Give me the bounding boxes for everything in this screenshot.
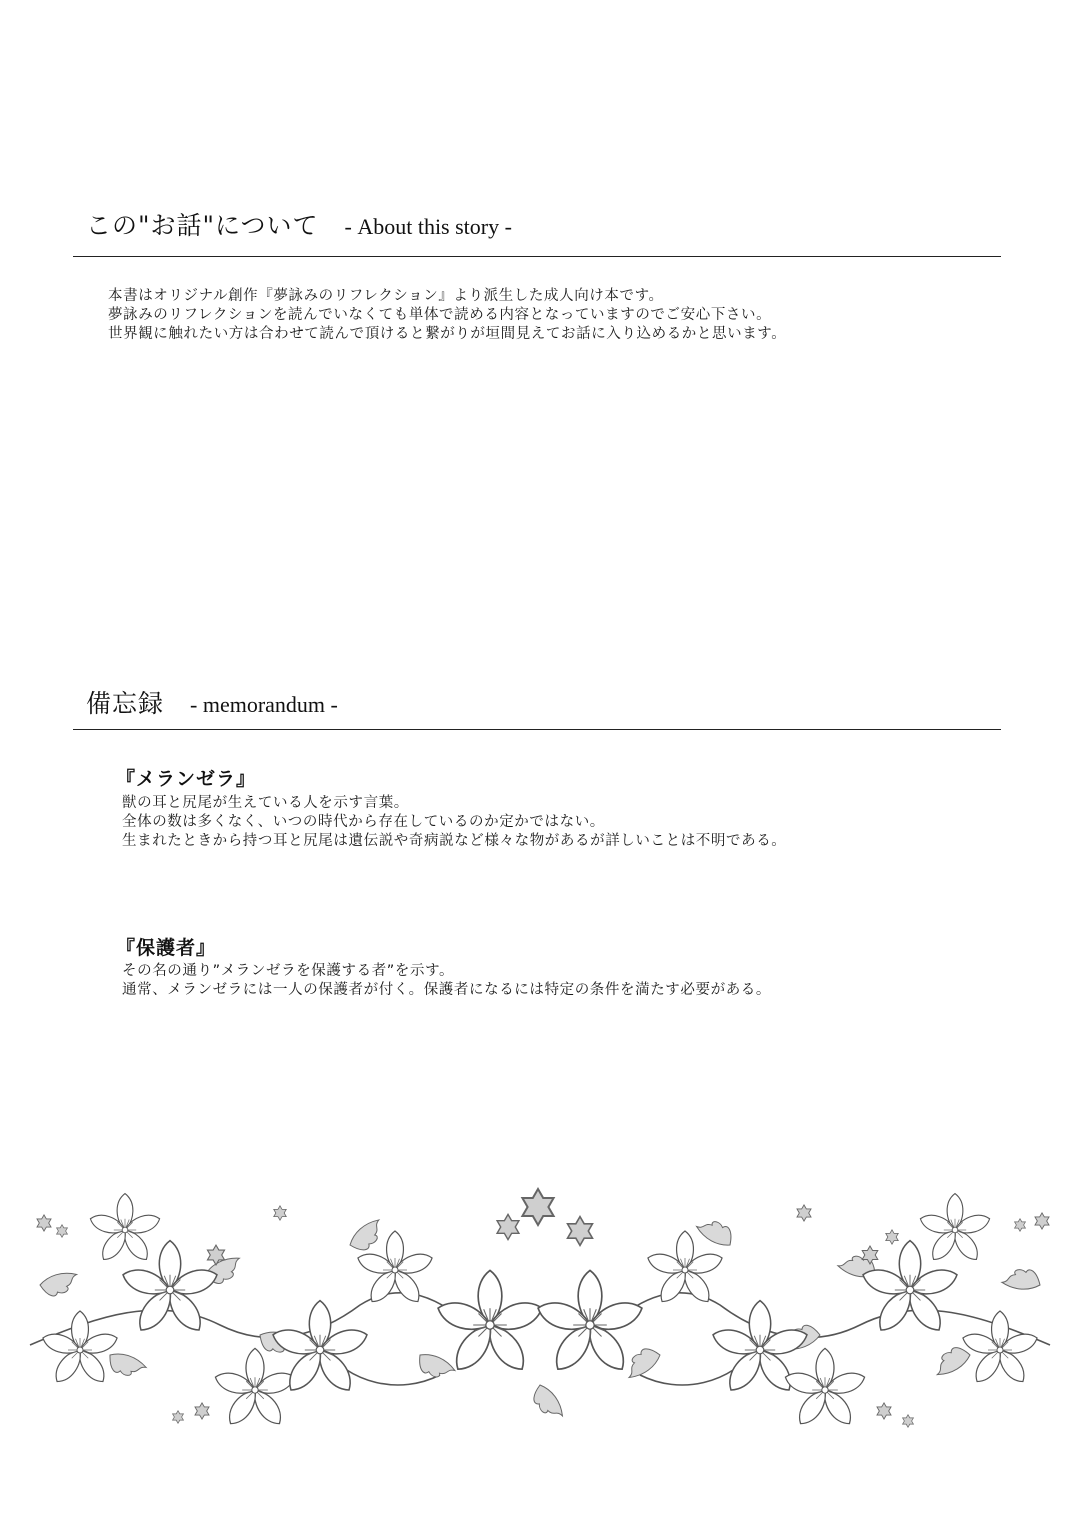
about-divider — [73, 256, 1001, 257]
about-heading-ja: この"お話"について — [86, 211, 319, 240]
term-description-guardian — [122, 962, 771, 1000]
about-line: 世界観に触れたい方は合わせて読んで頂けると繋がりが垣間見えてお話に入り込めるかと思います。 — [108, 326, 787, 342]
about-paragraph — [108, 287, 786, 344]
about-heading — [86, 206, 512, 242]
about-heading-en: - About this story - — [344, 214, 512, 239]
memorandum-heading-ja: 備忘録 — [86, 689, 165, 718]
term-line: 獣の耳と尻尾が生えている人を示す言葉。 — [122, 795, 409, 811]
memorandum-heading-en: - memorandum - — [190, 692, 338, 717]
term-line: その名の通り”メランゼラを保護する者”を示す。 — [122, 963, 455, 979]
term-line: 全体の数は多くなく、いつの時代から存在しているのか定かではない。 — [122, 814, 605, 830]
term-line: 通常、メランゼラには一人の保護者が付く。保護者になるには特定の条件を満たす必要がある。 — [122, 982, 772, 998]
about-line: 本書はオリジナル創作『夢詠みのリフレクション』より派生した成人向け本です。 — [108, 288, 664, 304]
about-line: 夢詠みのリフレクションを読んでいなくても単体で読める内容となっていますのでご安心下さい。 — [108, 307, 772, 323]
term-title-guardian: 『保護者』 — [116, 937, 217, 959]
memorandum-divider — [73, 729, 1001, 730]
term-title-melanzela: 『メランゼラ』 — [116, 768, 257, 790]
term-description-melanzela — [122, 794, 786, 851]
term-line: 生まれたときから持つ耳と尻尾は遺伝説や奇病説など様々な物があるが詳しいことは不明である。 — [122, 833, 787, 849]
flower-border-illustration — [20, 1185, 1060, 1435]
memorandum-heading — [86, 684, 338, 720]
